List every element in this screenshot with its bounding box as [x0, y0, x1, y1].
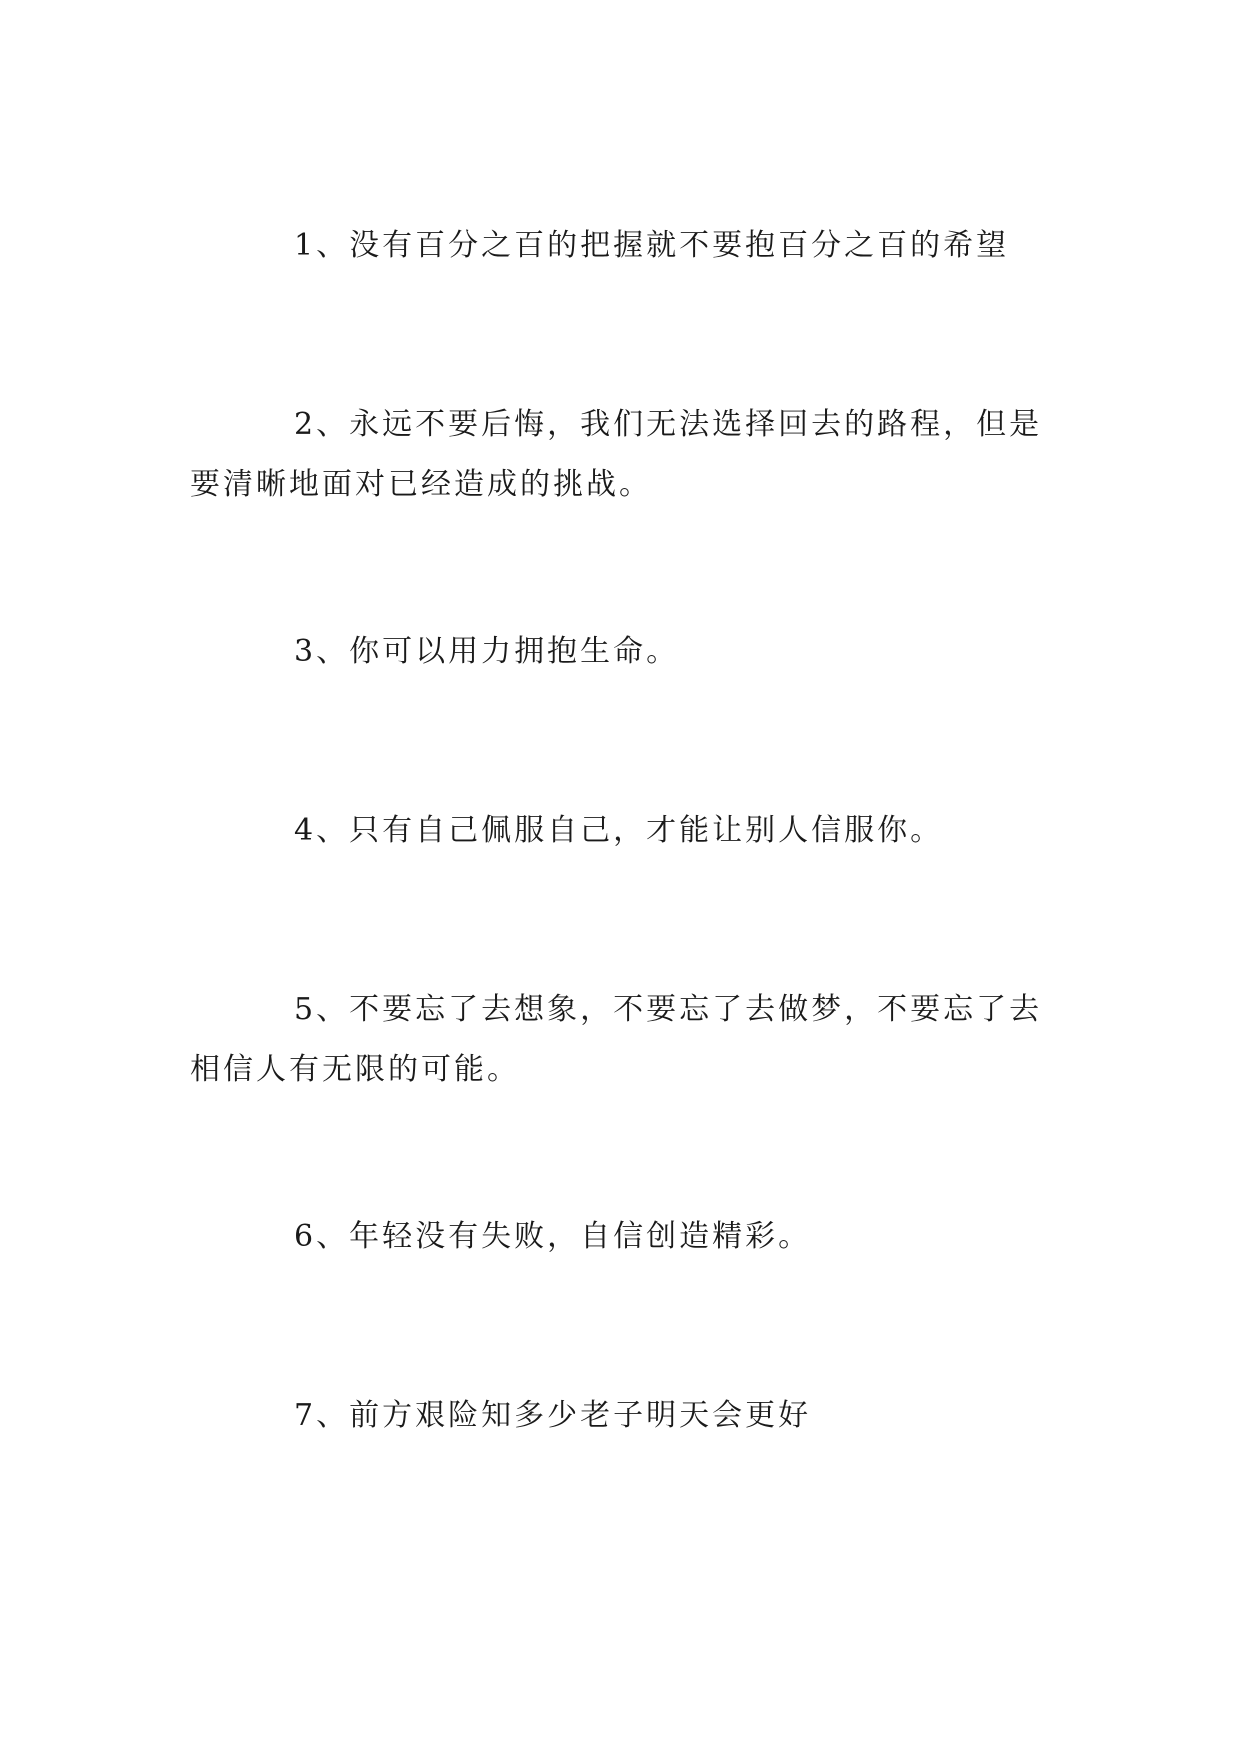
quote-item-6: 6、年轻没有失败，自信创造精彩。: [294, 1219, 812, 1254]
quote-item-2: 2、永远不要后悔，我们无法选择回去的路程，但是要清晰地面对已经造成的挑战。: [190, 407, 1043, 502]
quote-item-5: 5、不要忘了去想象，不要忘了去做梦，不要忘了去相信人有无限的可能。: [190, 992, 1043, 1087]
quote-item-4: 4、只有自己佩服自己，才能让别人信服你。: [294, 813, 944, 848]
quote-item-1: 1、没有百分之百的把握就不要抱百分之百的希望: [294, 228, 1010, 263]
quote-item-3: 3、你可以用力拥抱生命。: [294, 634, 680, 669]
quote-item-7: 7、前方艰险知多少老子明天会更好: [294, 1398, 812, 1433]
